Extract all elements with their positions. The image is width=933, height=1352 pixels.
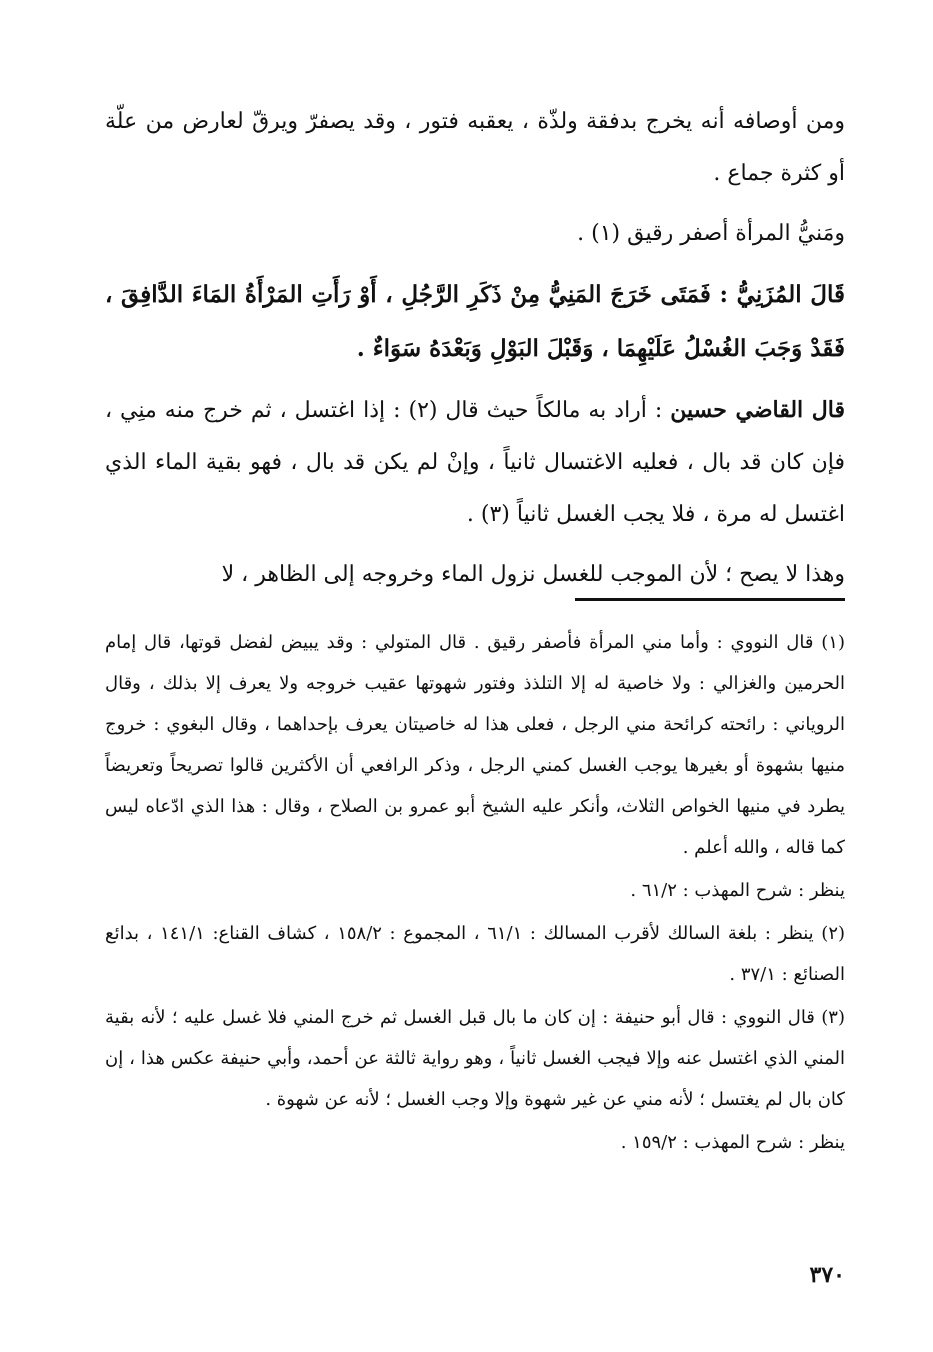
paragraph-2: ومَنيُّ المرأة أصفر رقيق (١) .: [577, 221, 845, 246]
footnote-3-reference: ينظر : شرح المهذب : ١٥٩/٢ .: [620, 1132, 845, 1153]
footnote-1: (١) قال النووي : وأما مني المرأة فأصفر رقيق . قال المتولي : وقد يبيض لفضل قوتها، قال إمام الحرمين والغزالي : ولا خاصية له إلا التلذذ وفتور شهوتها عقيب خروجه ولا يعرف إلا بذلك ، وقال الروياني : رائحته كرائحة مني الرجل ، فعلى هذا له خاصيتان يعرف بإحداهما ، وقال البغوي : خروج منيها بشهوة أو بغيرها يوجب الغسل كمني الرجل ، وذكر الرافعي أن الأكثرين قالوا تصريحاً وتعريضاً يطرد في منيها الخواص الثلاث، وأنكر عليه الشيخ أبو عمرو بن الصلاح ، وقال : هذا الذي ادّعاه ليس كما قاله ، والله أعلم .: [105, 632, 845, 858]
footnote-2: (٢) ينظر : بلغة السالك لأقرب المسالك : ٦١/١ ، المجموع : ١٥٨/٢ ، كشاف القناع: ١٤١/١ ، بدائع الصنائع : ٣٧/١ .: [105, 923, 846, 985]
paragraph-4-body: : أراد به مالكاً حيث قال (٢) : إذا اغتسل ، ثم خرج منه منِي ، فإن كان قد بال ، فعليه الاغتسال ثانياً ، وإنْ لم يكن قد بال ، فهو بقية الماء الذي اغتسل له مرة ، فلا يجب الغسل ثانياً (٣) .: [105, 398, 845, 527]
paragraph-1: ومن أوصافه أنه يخرج بدفقة ولذّة ، يعقبه فتور ، وقد يصفرّ ويرقّ لعارض من علّة أو كثرة جماع .: [105, 109, 845, 186]
matn-quote: قَالَ المُزَنِيُّ : فَمَتَى خَرَجَ المَنِيُّ مِنْ ذَكَرِ الرَّجُلِ ، أَوْ رَأَتِ المَرْأَةُ المَاءَ الدَّافِقَ ، فَقَدْ وَجَبَ الغُسْلُ عَلَيْهِمَا ، وَقَبْلَ البَوْلِ وَبَعْدَهُ سَوَاءٌ .: [105, 281, 845, 362]
footnote-separator: [575, 598, 845, 601]
paragraph-4: [105, 384, 845, 541]
main-text: [105, 96, 845, 601]
speaker-name: قال القاضي حسين: [670, 397, 845, 423]
paragraph-5: وهذا لا يصح ؛ لأن الموجب للغسل نزول الماء وخروجه إلى الظاهر ، لا: [221, 562, 845, 587]
footnotes: [105, 622, 845, 1163]
footnote-3: (٣) قال النووي : قال أبو حنيفة : إن كان ما بال قبل الغسل ثم خرج المني فلا غسل عليه ؛ لأنه بقية المني الذي اغتسل عنه وإلا فيجب الغسل ثانياً ، وهو رواية ثالثة عن أحمد، وأبي حنيفة عكس هذا ، إن كان بال لم يغتسل ؛ لأنه مني عن غير شهوة وإلا وجب الغسل ؛ لأنه عن شهوة .: [105, 1007, 845, 1110]
page-number: ٣٧٠: [809, 1262, 845, 1288]
footnote-1-reference: ينظر : شرح المهذب : ٦١/٢ .: [630, 880, 845, 901]
